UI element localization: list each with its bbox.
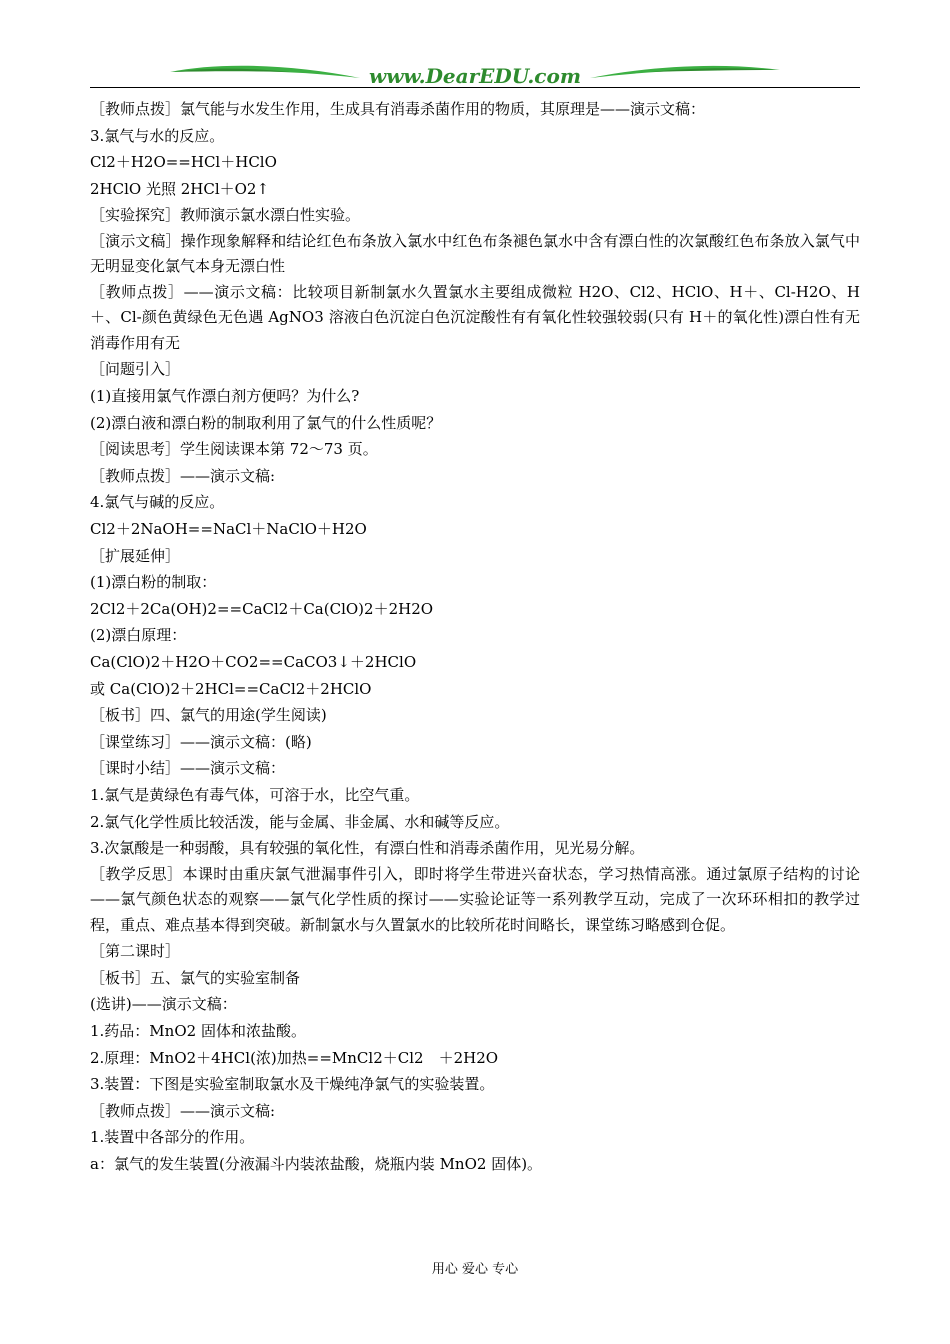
left-swoosh: [170, 66, 360, 78]
text-line: 3.次氯酸是一种弱酸，具有较强的氧化性，有漂白性和消毒杀菌作用，见光易分解。: [90, 839, 645, 858]
equation-line: Cl2＋H2O==HCl＋HClO: [90, 153, 277, 172]
text-line: 4.氯气与碱的反应。: [90, 493, 225, 512]
document-body: [90, 96, 860, 1178]
text-line: 3.氯气与水的反应。: [90, 126, 225, 145]
page-footer: 用心 爱心 专心: [431, 1262, 519, 1277]
text-line: (选讲)——演示文稿：: [90, 995, 237, 1014]
text-line: ［阅读思考］学生阅读课本第 72～73 页。: [90, 440, 378, 459]
header-divider: [90, 87, 860, 88]
text-line: 1.药品：MnO2 固体和浓盐酸。: [90, 1022, 306, 1041]
equation-line: Cl2＋2NaOH==NaCl＋NaClO＋H2O: [90, 520, 367, 539]
equation-line: 2Cl2＋2Ca(OH)2==CaCl2＋Ca(ClO)2＋2H2O: [90, 599, 434, 618]
logo-text: www.DearEDU.com: [368, 64, 582, 88]
text-line: 1.装置中各部分的作用。: [90, 1128, 255, 1147]
text-line: 2.氯气化学性质比较活泼，能与金属、非金属、水和碱等反应。: [90, 812, 510, 831]
text-paragraph: ［教师点拨］——演示文稿：比较项目新制氯水久置氯水主要组成微粒 H2O、Cl2、HClO、H＋、Cl-H2O、H＋、Cl-颜色黄绿色无色遇 AgNO3 溶液白色沉淀白色沉淀酸性有有氧化性较强较弱(只有 H＋的氧化性)漂白性有无消毒作用有无: [90, 282, 860, 352]
text-paragraph: ［演示文稿］操作现象解释和结论红色布条放入氯水中红色布条褪色氯水中含有漂白性的次氯酸红色布条放入氯气中无明显变化氯气本身无漂白性: [90, 231, 860, 276]
text-line: ［课时小结］——演示文稿：: [90, 759, 286, 778]
text-line: ［教师点拨］氯气能与水发生作用，生成具有消毒杀菌作用的物质，其原理是——演示文稿：: [90, 100, 706, 118]
equation-line: Ca(ClO)2＋H2O＋CO2==CaCO3↓＋2HClO: [90, 653, 417, 671]
logo-swoosh-graphic: [90, 58, 860, 90]
text-line: a：氯气的发生装置(分液漏斗内装浓盐酸，烧瓶内装 MnO2 固体)。: [90, 1155, 543, 1173]
text-line: 3.装置：下图是实验室制取氯水及干燥纯净氯气的实验装置。: [90, 1075, 495, 1094]
text-line: ［课堂练习］——演示文稿：(略): [90, 732, 312, 751]
text-line: 1.氯气是黄绿色有毒气体，可溶于水，比空气重。: [90, 785, 420, 804]
right-swoosh: [590, 66, 780, 78]
text-line: (1)直接用氯气作漂白剂方便吗？为什么?: [90, 387, 360, 406]
text-line: ［教师点拨］——演示文稿:: [90, 1101, 276, 1120]
text-line: ［问题引入］: [90, 360, 181, 379]
text-line: ［实验探究］教师演示氯水漂白性实验。: [90, 206, 361, 225]
equation-line: 2.原理：MnO2＋4HCl(浓)加热==MnCl2＋Cl2 ＋2H2O: [90, 1048, 499, 1067]
text-line: ［教师点拨］——演示文稿:: [90, 466, 276, 485]
text-line: ［板书］五、氯气的实验室制备: [90, 968, 301, 987]
text-line: ［板书］四、氯气的用途(学生阅读): [90, 706, 327, 725]
text-paragraph: ［教学反思］本课时由重庆氯气泄漏事件引入，即时将学生带进兴奋状态，学习热情高涨。通过氯原子结构的讨论——氯气颜色状态的观察——氯气化学性质的探讨——实验论证等一系列教学互动，完成了一次环环相扣的教学过程，重点、难点基本得到突破。新制氯水与久置氯水的比较所花时间略长，课堂练习略感到仓促。: [90, 864, 860, 934]
text-line: ［第二课时］: [90, 942, 181, 961]
text-line: (2)漂白原理：: [90, 626, 187, 645]
text-line: ［扩展延伸］: [90, 546, 181, 565]
text-line: (1)漂白粉的制取：: [90, 573, 217, 592]
equation-line: 2HClO 光照 2HCl＋O2↑: [90, 179, 270, 198]
text-line: (2)漂白液和漂白粉的制取利用了氯气的什么性质呢？: [90, 413, 442, 432]
site-header-logo: [90, 58, 860, 90]
equation-line: 或 Ca(ClO)2＋2HCl==CaCl2＋2HClO: [90, 679, 372, 698]
